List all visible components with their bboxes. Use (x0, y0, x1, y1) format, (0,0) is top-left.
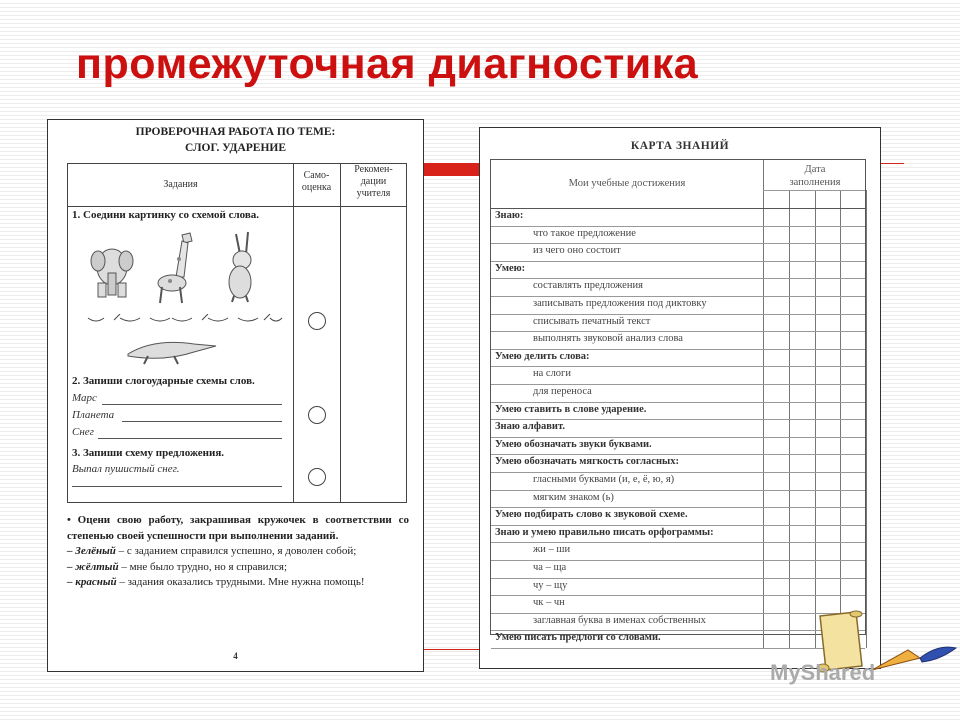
accent-line-bottom (424, 649, 480, 650)
date-column-line (763, 160, 764, 648)
skill-item: для переноса (533, 386, 592, 397)
table-row-line (491, 384, 865, 385)
syllable-schemes (84, 314, 284, 328)
skill-item: ча – ща (533, 562, 567, 573)
table-row-line (491, 437, 865, 438)
answer-line-snow[interactable] (98, 438, 282, 439)
skill-item: чу – щу (533, 579, 568, 591)
test-worksheet (47, 119, 424, 672)
table-row-line (491, 261, 865, 262)
col-self-assessment: Само- оценка (301, 170, 332, 193)
skill-category: Знаю и умею правильно писать орфограммы: (495, 526, 714, 538)
table-row-line (491, 243, 865, 244)
knowledge-map-table (490, 159, 866, 644)
table-row-line (491, 419, 865, 420)
page-number: 4 (233, 651, 238, 661)
skill-item: списывать печатный текст (533, 315, 651, 327)
skill-category: Умею делить слова: (495, 350, 590, 362)
table-row-line (491, 349, 865, 350)
skill-item: чк – чн (533, 597, 565, 609)
table-row-line (491, 296, 865, 297)
word-mars: Марс (72, 392, 97, 404)
table-row-line (491, 402, 865, 403)
elephant-icon (90, 239, 134, 299)
accent-line (880, 163, 904, 164)
knowledge-map-sheet (479, 127, 881, 669)
table-row-line (491, 525, 865, 526)
table-row-line (491, 366, 865, 367)
skill-category: Умею подбирать слово к звуковой схеме. (495, 509, 688, 521)
skill-category: Знаю: (495, 210, 524, 221)
table-row-line (491, 630, 865, 631)
skill-item: мягким знаком (ь) (533, 491, 614, 503)
skill-item: заглавная буква в именах собственных (533, 614, 706, 626)
table-row-line (491, 472, 865, 473)
task-3: 3. Запиши схему предложения. (72, 447, 225, 459)
skill-item: гласными буквами (и, е, ё, ю, я) (533, 474, 675, 485)
skill-item: из чего оно состоит (533, 245, 621, 257)
answer-line-sentence[interactable] (72, 486, 282, 487)
skill-item: записывать предложения под диктовку (533, 298, 707, 309)
giraffe-icon (152, 229, 198, 305)
worksheet-subheading: СЛОГ. УДАРЕНИЕ (184, 142, 287, 154)
table-row-line (491, 613, 865, 614)
answer-line-planet[interactable] (122, 421, 282, 422)
header-divider (763, 190, 865, 191)
test-table (67, 163, 407, 503)
col-tasks: Задания (163, 179, 198, 190)
task-2: 2. Запиши слогоударные схемы слов. (72, 375, 255, 387)
slide-title: промежуточная диагностика (76, 40, 699, 88)
self-check-circle-2[interactable] (308, 406, 326, 424)
table-row-line (491, 314, 865, 315)
hare-icon (218, 230, 262, 304)
skill-category: Знаю алфавит. (495, 421, 565, 433)
word-snow: Снег (72, 426, 94, 438)
skill-item: что такое предложение (533, 227, 636, 239)
table-row-line (491, 542, 865, 543)
knowledge-map-heading: КАРТА ЗНАНИЙ (630, 140, 730, 152)
table-row-line (491, 226, 865, 227)
answer-line-mars[interactable] (102, 404, 282, 405)
table-row-line (491, 331, 865, 332)
skill-item: на слоги (533, 368, 571, 380)
skill-category: Умею писать предлоги со словами. (495, 632, 661, 644)
skill-category: Умею обозначать звуки буквами. (495, 438, 652, 450)
watermark-logo: MyShared (770, 660, 876, 685)
col-achievements: Мои учебные достижения (568, 178, 686, 189)
skill-item: выполнять звуковой анализ слова (533, 333, 683, 345)
worksheet-heading: ПРОВЕРОЧНАЯ РАБОТА ПО ТЕМЕ: (135, 126, 336, 138)
table-row-line (491, 560, 865, 561)
quill-icon (868, 640, 958, 680)
word-planet: Планета (72, 409, 115, 421)
crocodile-icon (124, 332, 220, 366)
task-1: 1. Соедини картинку со схемой слова. (72, 209, 260, 221)
col-fill-date: Дата заполнения (789, 164, 841, 188)
table-row-line (491, 578, 865, 579)
table-row-line (491, 454, 865, 455)
skill-item: составлять предложения (533, 280, 643, 292)
table-row-line (491, 507, 865, 508)
header-bottom-line (491, 208, 865, 209)
date-column-line (866, 190, 867, 648)
col-teacher-recommendations: Рекомен- дации учителя (354, 164, 393, 199)
table-row-line (491, 648, 865, 649)
self-assessment-instruction: • Оцени свою работу, закрашивая кружочек в соответствии со степенью своей успешности при выполнении заданий. – Зелёный – с заданием справился успешно, я доволен собой; – жёлтый – мне было трудно, но я справился; – красный – задания оказались трудными. Мне нужна помощь! (67, 514, 409, 588)
self-check-circle-3[interactable] (308, 468, 326, 486)
skill-category: Умею: (495, 262, 526, 274)
skill-category: Умею ставить в слове ударение. (495, 403, 647, 415)
sentence-to-scheme: Выпал пушистый снег. (72, 463, 180, 475)
table-row-line (491, 490, 865, 491)
table-row-line (491, 595, 865, 596)
self-check-circle-1[interactable] (308, 312, 326, 330)
skill-category: Умею обозначать мягкость согласных: (495, 456, 679, 468)
table-row-line (491, 278, 865, 279)
skill-item: жи – ши (533, 544, 571, 556)
